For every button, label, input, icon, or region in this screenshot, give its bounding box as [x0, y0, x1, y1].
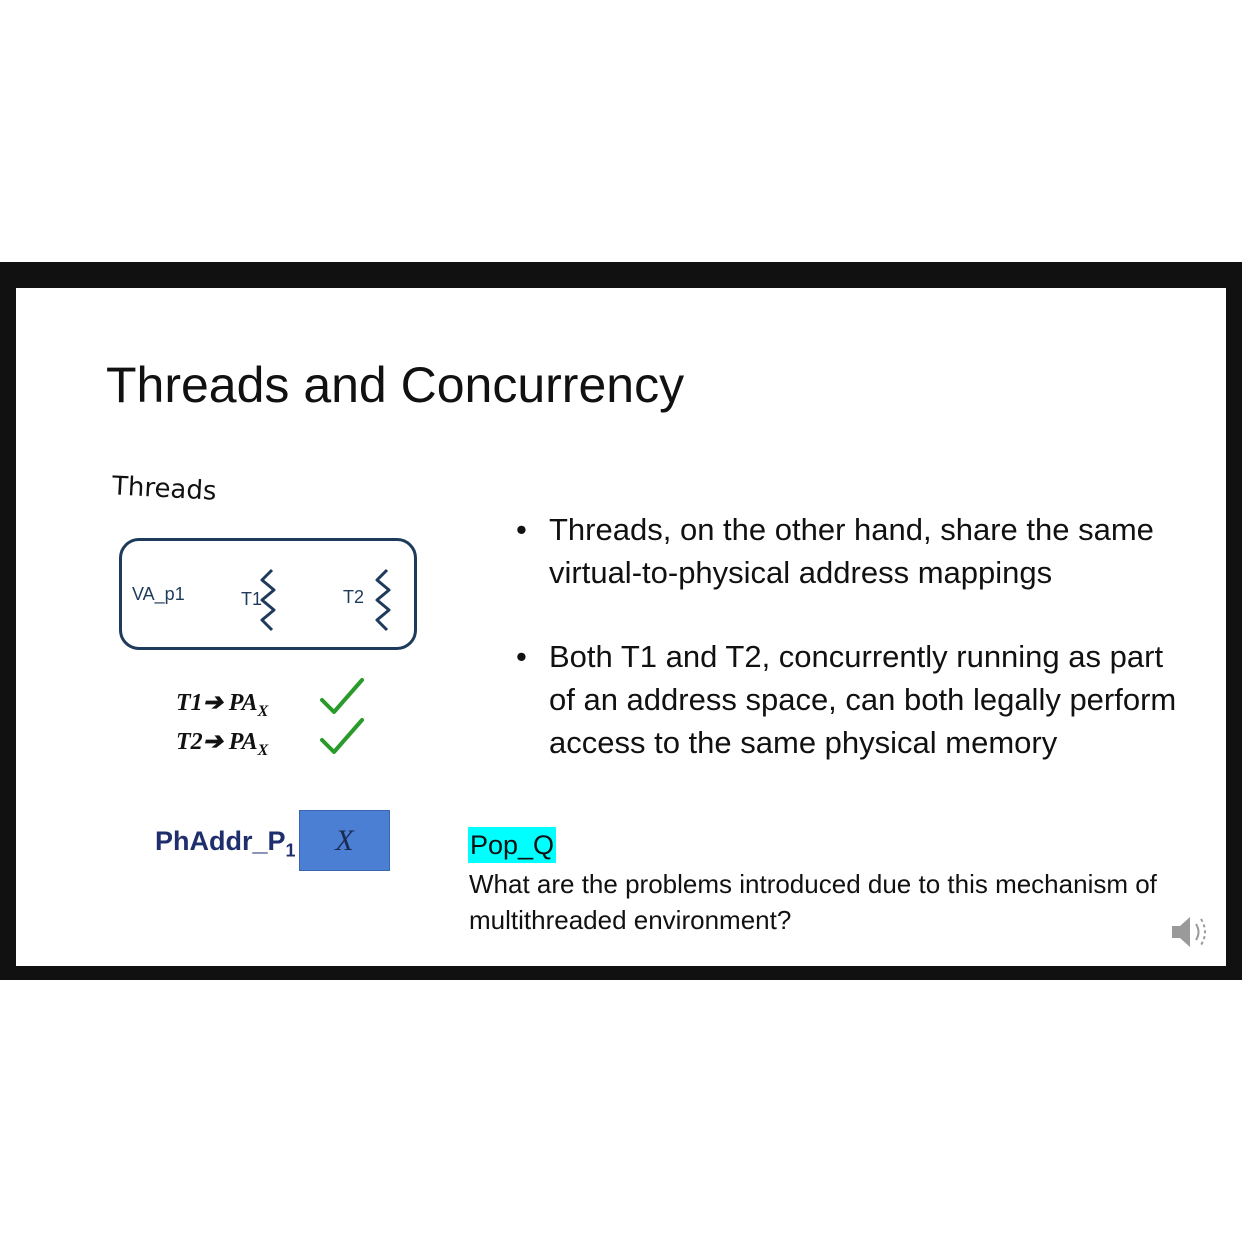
bullet-item: • Threads, on the other hand, share the same virtual-to-physical address mappings: [516, 508, 1196, 594]
thread-squiggle-icon: [373, 568, 395, 632]
slide-title: Threads and Concurrency: [106, 357, 685, 413]
memory-cell-x: X: [299, 810, 390, 871]
check-icon: [318, 716, 366, 758]
mapping-thread: T1: [176, 690, 203, 716]
slide-frame-bottom: [0, 966, 1242, 980]
mapping-target: PA: [228, 729, 258, 755]
pop-q-tag: Pop_Q: [468, 827, 556, 863]
pop-q-question: What are the problems introduced due to this mechanism of multithreaded environment?: [469, 869, 1157, 935]
mapping-target: PA: [228, 690, 258, 716]
check-icon: [318, 676, 366, 718]
mapping-target-sub: X: [257, 702, 269, 720]
phaddr-text: PhAddr_P: [155, 826, 286, 856]
mapping-row-t1: [176, 688, 268, 721]
t1-label: T1: [241, 589, 263, 609]
phaddr-sub: 1: [285, 840, 296, 861]
phaddr-label: [155, 826, 296, 861]
va-label: VA_p1: [132, 584, 185, 604]
thread-squiggle-icon: [258, 568, 280, 632]
speaker-icon[interactable]: [1170, 912, 1214, 952]
mapping-row-t2: [176, 727, 268, 760]
bullet-list: [516, 508, 1196, 764]
arrow-icon: ➔: [202, 690, 223, 716]
slide-frame-left: [0, 262, 16, 980]
slide-frame-top: [0, 262, 1242, 288]
mapping-target-sub: X: [257, 741, 269, 759]
threads-handwritten-label: Threads: [111, 471, 218, 507]
arrow-icon: ➔: [202, 729, 223, 755]
mapping-thread: T2: [176, 729, 203, 755]
slide-frame-right: [1226, 262, 1242, 980]
t2-label: T2: [343, 587, 365, 607]
bullet-item: • Both T1 and T2, concurrently running as part of an address space, can both legally perform access to the same physical memory: [516, 635, 1196, 764]
